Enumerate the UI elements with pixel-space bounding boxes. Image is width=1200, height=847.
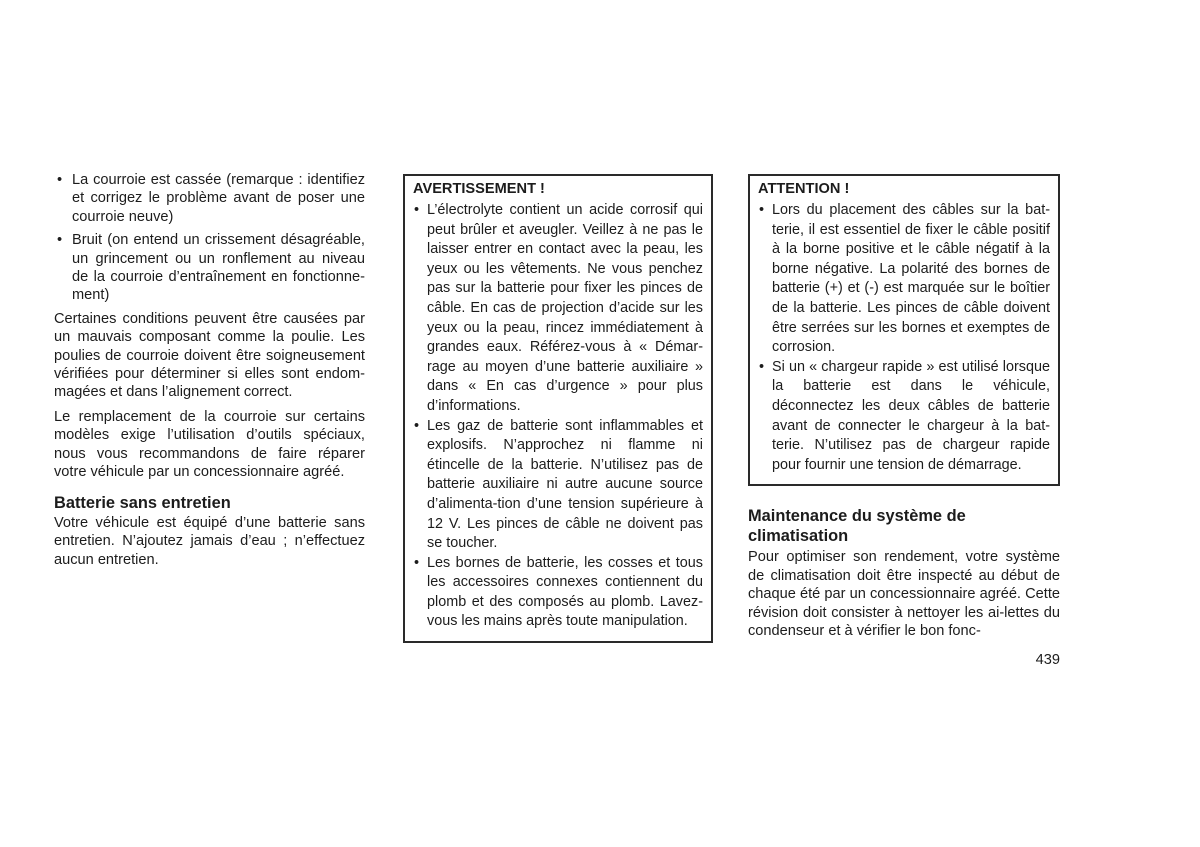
section-heading: Maintenance du système de climatisation	[748, 507, 966, 546]
attention-box	[748, 174, 1060, 486]
warning-item: • Les gaz de batterie sont inflammables et explosifs. N’approchez ni flamme ni étincelle de la batterie. N’utilisez pas de batterie auxiliaire ni autre aucune source d’alimenta-tion d’une tension supérieure à 12 V. Les pinces de câble ne doivent pas se toucher.	[413, 417, 703, 554]
middle-column	[403, 174, 713, 643]
warning-item: • L’électrolyte contient un acide corrosif qui peut brûler et aveugler. Veillez à ne pas le laisser entrer en contact avec la peau, les yeux ou les vêtements. Ne vous penchez pas sur la batterie pour fixer les pinces de câble. En cas de projection d’acide sur les yeux ou la peau, rincez immédiatement à grandes eaux. Référez-vous à « Démar-rage au moyen d’une batterie auxiliaire » dans « En cas d’urgence » pour plus d’informations.	[413, 201, 703, 417]
section-body: Pour optimiser son rendement, votre système de climatisation doit être inspecté au début de chaque été par un concessionnaire agréé. Cette révision doit consister à nettoyer les ai-lettes du condenseur et à vérifier le bon fonc-	[748, 549, 1060, 639]
left-column	[54, 171, 365, 575]
warning-list	[413, 201, 703, 632]
attention-item: • Lors du placement des câbles sur la bat-terie, il est essentiel de fixer le câble positif à la borne positive et le câble négatif à la borne négative. La polarité des bornes de batterie (+) et (-) est marquée sur le boîtier de la batterie. Les pinces de câble doivent être serrées sur les bornes et exemptes de corrosion.	[758, 201, 1050, 358]
attention-item: • Si un « chargeur rapide » est utilisé lorsque la batterie est dans le véhicule, déconnectez les deux câbles de batterie avant de connecter le chargeur à la bat-terie. N’utilisez pas de chargeur rapide pour fournir une tension de démarrage.	[758, 358, 1050, 476]
list-item: • La courroie est cassée (remarque : identifiez et corrigez le problème avant de poser une courroie neuve)	[54, 171, 365, 226]
paragraph: Le remplacement de la courroie sur certains modèles exige l’utilisation d’outils spéciaux, nous vous recommandons de faire réparer votre véhicule par un concessionnaire agréé.	[54, 408, 365, 481]
attention-list	[758, 201, 1050, 475]
paragraph: Certaines conditions peuvent être causées par un mauvais composant comme la poulie. Les poulies de courroie doivent être soigneusement vérifiées pour déterminer si elles sont endom-magées et dans l’alignement correct.	[54, 310, 365, 401]
warning-box	[403, 174, 713, 643]
attention-title: ATTENTION !	[758, 181, 850, 197]
list-item: • Bruit (on entend un crissement désagréable, un grincement ou un ronflement au niveau de la courroie d’entraînement en fonctionne-ment)	[54, 231, 365, 305]
section-heading: Batterie sans entretien	[54, 493, 231, 512]
warning-title: AVERTISSEMENT !	[413, 181, 545, 197]
right-column	[748, 174, 1060, 646]
warning-item: • Les bornes de batterie, les cosses et tous les accessoires connexes contiennent du plomb et des composés au plomb. Lavez-vous les mains après toute manipulation.	[413, 554, 703, 632]
symptom-list	[54, 171, 365, 305]
section-body: Votre véhicule est équipé d’une batterie sans entretien. N’ajoutez jamais d’eau ; n’effectuez aucun entretien.	[54, 514, 365, 568]
page-number: 439	[1035, 652, 1060, 668]
